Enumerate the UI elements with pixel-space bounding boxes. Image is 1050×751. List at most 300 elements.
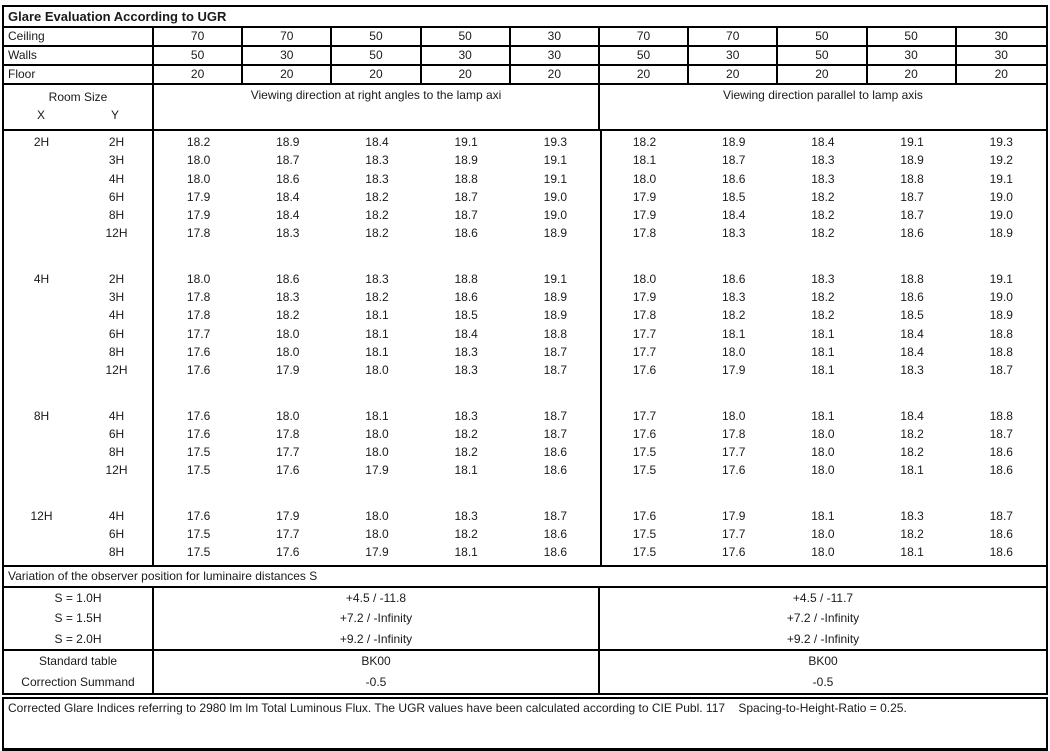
summary-row-label: Standard table xyxy=(4,651,154,672)
ugr-right-angles-value: 19.3 xyxy=(543,135,568,149)
room-y-value: 4H xyxy=(108,408,125,423)
ugr-parallel-value: 18.1 xyxy=(900,545,924,560)
room-y-value: 8H xyxy=(108,208,125,223)
ugr-parallel-value: 17.8 xyxy=(722,426,746,441)
ugr-parallel-value: 18.9 xyxy=(989,308,1013,323)
ugr-parallel-value: 18.2 xyxy=(722,308,746,323)
ugr-parallel-value: 17.6 xyxy=(632,426,657,441)
ugr-right-angles-value: 18.5 xyxy=(454,308,478,323)
reflectance-value-cell: 70 xyxy=(243,28,332,45)
room-y-value: 6H xyxy=(108,189,125,204)
reflectance-value-cell: 20 xyxy=(868,66,957,83)
ugr-right-angles-value: 18.0 xyxy=(186,171,211,186)
ugr-right-angles-value: 18.8 xyxy=(454,271,478,286)
reflectance-value-cell: 20 xyxy=(332,66,421,83)
ugr-right-angles-value: 17.7 xyxy=(186,326,211,341)
ugr-right-angles-value: 17.6 xyxy=(276,463,300,478)
ugr-parallel-value: 18.0 xyxy=(811,426,835,441)
ugr-right-angles-value: 18.2 xyxy=(365,189,389,204)
ugr-table-row xyxy=(4,288,1046,306)
ugr-parallel-value: 18.9 xyxy=(722,135,746,149)
ugr-data-area xyxy=(4,131,1046,567)
ugr-right-angles-value: 17.5 xyxy=(186,545,211,560)
ugr-parallel-value: 17.6 xyxy=(632,363,657,378)
ugr-parallel-value: 18.4 xyxy=(811,135,835,149)
ugr-right-angles-value: 17.7 xyxy=(276,445,300,460)
reflectance-value-cell: 20 xyxy=(689,66,778,83)
reflectance-value-cell: 70 xyxy=(689,28,778,45)
ugr-parallel-value: 18.2 xyxy=(900,445,924,460)
ugr-right-angles-value: 18.4 xyxy=(454,326,478,341)
ugr-parallel-value: 18.7 xyxy=(989,363,1013,378)
ugr-parallel-value: 18.2 xyxy=(811,189,835,204)
room-x-value xyxy=(4,425,79,443)
ugr-parallel-value: 17.7 xyxy=(632,326,657,341)
ugr-parallel-value: 18.5 xyxy=(900,308,924,323)
ugr-right-angles-value: 18.3 xyxy=(276,290,300,305)
ugr-right-angles-value: 18.7 xyxy=(543,363,568,378)
ugr-right-angles-value: 18.7 xyxy=(276,153,300,168)
ugr-parallel-value: 17.9 xyxy=(632,208,657,223)
room-x-value xyxy=(4,543,79,561)
ugr-parallel-value: 19.3 xyxy=(989,135,1013,149)
ugr-parallel-value: 18.6 xyxy=(989,463,1013,478)
ugr-parallel-value: 17.5 xyxy=(632,463,657,478)
reflectance-value-cell: 20 xyxy=(994,67,1008,81)
ugr-table-row xyxy=(4,443,1046,461)
reflectance-value-cell: 50 xyxy=(154,47,243,64)
group-divider xyxy=(600,131,602,565)
reflectance-value-cell: 20 xyxy=(778,66,867,83)
variation-parallel-value: +4.5 / -11.7 xyxy=(792,590,854,605)
ugr-right-angles-value: 18.7 xyxy=(543,344,568,359)
room-y-value: 4H xyxy=(108,508,125,523)
room-x-value xyxy=(4,443,79,461)
variation-row xyxy=(4,629,1046,650)
table-header-row xyxy=(4,85,1046,131)
variation-right-angles-value: +4.5 / -11.8 xyxy=(154,588,600,609)
ugr-parallel-value: 17.9 xyxy=(632,290,657,305)
ugr-parallel-value: 19.1 xyxy=(989,171,1013,186)
variation-row-label: S = 1.5H xyxy=(4,608,154,629)
reflectance-row xyxy=(4,28,1046,47)
ugr-table-row xyxy=(4,188,1046,206)
room-y-value: 4H xyxy=(108,171,125,186)
ugr-parallel-value: 18.2 xyxy=(811,308,835,323)
ugr-table-row xyxy=(4,133,1046,151)
room-x-value xyxy=(4,206,79,224)
reflectance-value-cell: 30 xyxy=(868,47,957,64)
ugr-parallel-value: 18.6 xyxy=(722,271,746,286)
ugr-right-angles-value: 18.6 xyxy=(543,545,568,560)
ugr-right-angles-value: 18.6 xyxy=(454,290,478,305)
ugr-right-angles-value: 19.1 xyxy=(543,271,568,286)
right-angles-group-header: Viewing direction at right angles to the lamp axi xyxy=(154,85,600,129)
ugr-parallel-value: 18.7 xyxy=(900,208,924,223)
ugr-parallel-value: 17.7 xyxy=(722,445,746,460)
ugr-right-angles-value: 18.4 xyxy=(276,208,300,223)
ugr-right-angles-value: 18.2 xyxy=(454,445,478,460)
reflectance-value-cell: 30 xyxy=(511,28,600,45)
ugr-right-angles-value: 18.0 xyxy=(276,408,300,423)
room-x-value xyxy=(4,224,79,242)
ugr-right-angles-value: 18.0 xyxy=(365,527,389,542)
ugr-parallel-value: 18.6 xyxy=(900,290,924,305)
ugr-parallel-value: 18.3 xyxy=(811,271,835,286)
ugr-table-row xyxy=(4,151,1046,169)
ugr-table-row xyxy=(4,325,1046,343)
ugr-parallel-value: 18.7 xyxy=(989,508,1013,523)
room-y-value: 3H xyxy=(108,153,125,168)
ugr-right-angles-value: 17.6 xyxy=(186,508,211,523)
ugr-parallel-value: 18.2 xyxy=(811,226,835,241)
ugr-parallel-value: 18.1 xyxy=(811,508,835,523)
ugr-table-row xyxy=(4,407,1046,425)
ugr-parallel-value: 18.4 xyxy=(900,408,924,423)
ugr-right-angles-value: 17.9 xyxy=(276,363,300,378)
ugr-parallel-value: 18.1 xyxy=(632,153,657,168)
reflectance-value-cell: 50 xyxy=(422,28,511,45)
ugr-parallel-value: 18.2 xyxy=(811,290,835,305)
ugr-table-row xyxy=(4,270,1046,288)
summary-row xyxy=(4,672,1046,693)
reflectance-value-cell: 50 xyxy=(332,28,421,45)
ugr-right-angles-value: 18.7 xyxy=(543,408,568,423)
ugr-right-angles-value: 18.7 xyxy=(454,189,478,204)
ugr-right-angles-value: 18.3 xyxy=(365,153,389,168)
ugr-parallel-value: 18.8 xyxy=(900,271,924,286)
ugr-right-angles-value: 19.1 xyxy=(454,135,478,149)
ugr-right-angles-value: 19.1 xyxy=(543,153,568,168)
ugr-right-angles-value: 18.3 xyxy=(365,271,389,286)
ugr-parallel-value: 18.3 xyxy=(811,171,835,186)
summary-right-angles-value: BK00 xyxy=(154,651,600,672)
ugr-right-angles-value: 18.1 xyxy=(365,408,389,423)
room-y-value: 8H xyxy=(108,445,125,460)
ugr-right-angles-value: 18.6 xyxy=(454,226,478,241)
ugr-right-angles-value: 18.0 xyxy=(365,445,389,460)
ugr-parallel-value: 17.8 xyxy=(632,226,657,241)
ugr-parallel-value: 17.9 xyxy=(722,508,746,523)
ugr-right-angles-value: 17.5 xyxy=(186,463,211,478)
ugr-right-angles-value: 17.9 xyxy=(276,508,300,523)
ugr-parallel-value: 19.2 xyxy=(989,153,1013,168)
ugr-right-angles-value: 18.9 xyxy=(543,226,568,241)
ugr-right-angles-value: 18.6 xyxy=(276,171,300,186)
ugr-parallel-value: 18.8 xyxy=(989,326,1013,341)
reflectance-value-cell: 20 xyxy=(600,66,689,83)
ugr-parallel-value: 18.0 xyxy=(722,344,746,359)
ugr-parallel-value: 18.7 xyxy=(722,153,746,168)
ugr-right-angles-value: 17.9 xyxy=(186,208,211,223)
parallel-group-header: Viewing direction parallel to lamp axis xyxy=(723,88,923,102)
ugr-parallel-value: 17.5 xyxy=(632,527,657,542)
ugr-right-angles-value: 18.3 xyxy=(276,226,300,241)
ugr-parallel-value: 17.6 xyxy=(722,545,746,560)
ugr-right-angles-value: 18.2 xyxy=(454,426,478,441)
x-axis-label: X xyxy=(36,108,45,122)
ugr-parallel-value: 18.3 xyxy=(722,226,746,241)
ugr-right-angles-value: 18.6 xyxy=(543,445,568,460)
ugr-right-angles-value: 18.0 xyxy=(365,426,389,441)
ugr-right-angles-value: 18.1 xyxy=(365,344,389,359)
ugr-parallel-value: 18.6 xyxy=(900,226,924,241)
variation-parallel-value: +9.2 / -Infinity xyxy=(786,631,860,646)
reflectance-value-cell: 30 xyxy=(994,29,1008,43)
ugr-right-angles-value: 17.5 xyxy=(186,527,211,542)
ugr-right-angles-value: 18.0 xyxy=(276,326,300,341)
ugr-right-angles-value: 18.3 xyxy=(454,508,478,523)
room-x-value: 12H xyxy=(30,508,53,523)
ugr-table-row xyxy=(4,425,1046,443)
ugr-right-angles-value: 18.9 xyxy=(276,135,300,149)
room-x-value xyxy=(4,151,79,169)
ugr-table-row xyxy=(4,224,1046,242)
variation-parallel-value: +7.2 / -Infinity xyxy=(786,611,860,626)
ugr-right-angles-value: 18.7 xyxy=(543,426,568,441)
ugr-right-angles-value: 18.7 xyxy=(454,208,478,223)
ugr-right-angles-value: 18.9 xyxy=(543,290,568,305)
ugr-table-row xyxy=(4,306,1046,324)
reflectance-value-cell: 20 xyxy=(511,66,600,83)
ugr-parallel-value: 18.3 xyxy=(811,153,835,168)
reflectance-value-cell: 70 xyxy=(600,28,689,45)
variation-right-angles-value: +9.2 / -Infinity xyxy=(154,629,600,650)
ugr-parallel-value: 18.0 xyxy=(811,463,835,478)
column-divider xyxy=(152,131,154,565)
ugr-parallel-value: 18.4 xyxy=(722,208,746,223)
ugr-parallel-value: 18.0 xyxy=(632,171,657,186)
ugr-right-angles-value: 18.8 xyxy=(454,171,478,186)
ugr-table-row xyxy=(4,361,1046,379)
ugr-right-angles-value: 18.6 xyxy=(543,527,568,542)
ugr-parallel-value: 18.8 xyxy=(989,344,1013,359)
variation-right-angles-value: +7.2 / -Infinity xyxy=(154,608,600,629)
reflectance-value-cell: 30 xyxy=(689,47,778,64)
ugr-right-angles-value: 17.5 xyxy=(186,445,211,460)
ugr-right-angles-value: 18.2 xyxy=(186,135,211,149)
ugr-right-angles-value: 18.1 xyxy=(454,545,478,560)
ugr-right-angles-value: 18.6 xyxy=(276,271,300,286)
ugr-right-angles-value: 18.6 xyxy=(543,463,568,478)
room-y-value: 12H xyxy=(105,226,128,241)
ugr-datasheet-page xyxy=(2,5,1048,751)
ugr-right-angles-value: 18.0 xyxy=(365,508,389,523)
reflectance-section xyxy=(4,28,1046,85)
variation-row xyxy=(4,608,1046,629)
block-spacer xyxy=(4,243,1046,270)
ugr-right-angles-value: 18.2 xyxy=(276,308,300,323)
reflectance-row-label: Ceiling xyxy=(4,28,154,45)
reflectance-value-cell: 30 xyxy=(511,47,600,64)
reflectance-row-label: Walls xyxy=(4,47,154,64)
ugr-parallel-value: 18.0 xyxy=(632,271,657,286)
ugr-right-angles-value: 18.2 xyxy=(365,226,389,241)
xy-header xyxy=(4,106,152,124)
ugr-right-angles-value: 18.3 xyxy=(454,344,478,359)
ugr-parallel-value: 18.7 xyxy=(900,189,924,204)
ugr-parallel-value: 17.9 xyxy=(632,189,657,204)
ugr-table-row xyxy=(4,170,1046,188)
room-y-value: 4H xyxy=(108,308,125,323)
summary-section xyxy=(4,651,1046,693)
page-title: Glare Evaluation According to UGR xyxy=(4,7,1046,28)
ugr-parallel-value: 18.2 xyxy=(632,135,657,149)
block-spacer xyxy=(4,480,1046,507)
ugr-table-row xyxy=(4,343,1046,361)
reflectance-row xyxy=(4,47,1046,66)
reflectance-value-cell: 20 xyxy=(243,66,332,83)
summary-row xyxy=(4,651,1046,672)
ugr-parallel-value: 19.0 xyxy=(989,208,1013,223)
variation-section xyxy=(4,588,1046,652)
ugr-right-angles-value: 18.0 xyxy=(276,344,300,359)
ugr-table xyxy=(2,5,1048,695)
ugr-parallel-value: 18.1 xyxy=(811,326,835,341)
ugr-table-row xyxy=(4,525,1046,543)
ugr-right-angles-value: 18.1 xyxy=(365,308,389,323)
room-y-value: 12H xyxy=(105,463,128,478)
room-y-value: 3H xyxy=(108,290,125,305)
ugr-parallel-value: 18.8 xyxy=(989,408,1013,423)
room-y-value: 8H xyxy=(108,545,125,560)
ugr-right-angles-value: 17.9 xyxy=(365,545,389,560)
ugr-parallel-value: 17.9 xyxy=(722,363,746,378)
ugr-right-angles-value: 18.1 xyxy=(454,463,478,478)
reflectance-row-label: Floor xyxy=(4,66,154,83)
ugr-parallel-value: 17.8 xyxy=(632,308,657,323)
room-x-value: 8H xyxy=(33,408,50,423)
ugr-parallel-value: 18.5 xyxy=(722,189,746,204)
room-x-value xyxy=(4,188,79,206)
ugr-parallel-value: 18.1 xyxy=(811,344,835,359)
ugr-parallel-value: 18.9 xyxy=(989,226,1013,241)
ugr-parallel-value: 18.0 xyxy=(811,445,835,460)
variation-row xyxy=(4,588,1046,609)
ugr-right-angles-value: 17.8 xyxy=(186,226,211,241)
room-x-value: 2H xyxy=(33,135,50,149)
ugr-right-angles-value: 17.9 xyxy=(365,463,389,478)
reflectance-value-cell: 50 xyxy=(778,28,867,45)
ugr-parallel-value: 18.2 xyxy=(900,527,924,542)
ugr-parallel-value: 19.1 xyxy=(900,135,924,149)
ugr-parallel-value: 17.7 xyxy=(722,527,746,542)
ugr-parallel-value: 18.0 xyxy=(722,408,746,423)
ugr-right-angles-value: 17.8 xyxy=(186,308,211,323)
ugr-parallel-value: 18.3 xyxy=(900,363,924,378)
room-x-value xyxy=(4,170,79,188)
ugr-parallel-value: 18.4 xyxy=(900,344,924,359)
ugr-parallel-value: 17.5 xyxy=(632,545,657,560)
room-x-value xyxy=(4,461,79,479)
ugr-right-angles-value: 17.6 xyxy=(186,408,211,423)
ugr-parallel-value: 18.6 xyxy=(989,545,1013,560)
reflectance-value-cell: 70 xyxy=(154,28,243,45)
ugr-table-row xyxy=(4,507,1046,525)
ugr-parallel-value: 18.9 xyxy=(900,153,924,168)
room-x-value: 4H xyxy=(33,271,50,286)
room-y-value: 6H xyxy=(108,326,125,341)
reflectance-value-cell: 30 xyxy=(243,47,332,64)
reflectance-value-cell: 50 xyxy=(600,47,689,64)
ugr-right-angles-value: 17.7 xyxy=(276,527,300,542)
room-x-value xyxy=(4,361,79,379)
ugr-parallel-value: 18.3 xyxy=(900,508,924,523)
ugr-right-angles-value: 18.9 xyxy=(454,153,478,168)
ugr-right-angles-value: 18.0 xyxy=(186,271,211,286)
room-y-value: 6H xyxy=(108,426,125,441)
ugr-right-angles-value: 19.0 xyxy=(543,208,568,223)
variation-section-title: Variation of the observer position for luminaire distances S xyxy=(4,567,1046,588)
ugr-parallel-value: 18.1 xyxy=(811,363,835,378)
ugr-right-angles-value: 18.8 xyxy=(543,326,568,341)
ugr-parallel-value: 18.6 xyxy=(722,171,746,186)
ugr-parallel-value: 17.5 xyxy=(632,445,657,460)
summary-parallel-value: BK00 xyxy=(808,654,838,669)
ugr-right-angles-value: 18.2 xyxy=(454,527,478,542)
ugr-right-angles-value: 17.8 xyxy=(186,290,211,305)
ugr-right-angles-value: 18.3 xyxy=(454,408,478,423)
ugr-right-angles-value: 19.0 xyxy=(543,189,568,204)
summary-row-label: Correction Summand xyxy=(4,672,154,693)
summary-parallel-value: -0.5 xyxy=(812,675,834,690)
ugr-right-angles-value: 17.8 xyxy=(276,426,300,441)
reflectance-value-cell: 30 xyxy=(994,48,1008,62)
ugr-parallel-value: 18.2 xyxy=(811,208,835,223)
ugr-right-angles-value: 17.6 xyxy=(186,363,211,378)
variation-row-label: S = 1.0H xyxy=(4,588,154,609)
room-x-value xyxy=(4,525,79,543)
ugr-table-row xyxy=(4,461,1046,479)
ugr-table-row xyxy=(4,206,1046,224)
ugr-right-angles-value: 18.2 xyxy=(365,208,389,223)
ugr-right-angles-value: 17.6 xyxy=(186,426,211,441)
room-x-value xyxy=(4,306,79,324)
ugr-parallel-value: 17.7 xyxy=(632,344,657,359)
footer-note: Corrected Glare Indices referring to 2980 lm lm Total Luminous Flux. The UGR values have been calculated according to CIE Publ. 117 Spacing-to-Height-Ratio = 0.25. xyxy=(2,697,1048,751)
room-y-value: 12H xyxy=(105,363,128,378)
ugr-parallel-value: 18.1 xyxy=(900,463,924,478)
ugr-parallel-value: 19.1 xyxy=(989,271,1013,286)
room-y-value: 6H xyxy=(108,527,125,542)
ugr-right-angles-value: 18.7 xyxy=(543,508,568,523)
ugr-right-angles-value: 18.3 xyxy=(365,171,389,186)
ugr-parallel-value: 18.0 xyxy=(811,527,835,542)
ugr-parallel-value: 17.6 xyxy=(722,463,746,478)
ugr-right-angles-value: 18.2 xyxy=(365,290,389,305)
reflectance-value-cell: 20 xyxy=(154,66,243,83)
ugr-table-row xyxy=(4,543,1046,561)
ugr-right-angles-value: 18.0 xyxy=(365,363,389,378)
ugr-right-angles-value: 17.6 xyxy=(186,344,211,359)
reflectance-value-cell: 50 xyxy=(332,47,421,64)
ugr-parallel-value: 18.7 xyxy=(989,426,1013,441)
room-y-value: 8H xyxy=(108,344,125,359)
room-y-value: 2H xyxy=(108,271,125,286)
ugr-parallel-value: 18.1 xyxy=(722,326,746,341)
reflectance-value-cell: 50 xyxy=(868,28,957,45)
reflectance-value-cell: 20 xyxy=(422,66,511,83)
ugr-parallel-value: 18.2 xyxy=(900,426,924,441)
variation-row-label: S = 2.0H xyxy=(4,629,154,650)
ugr-parallel-value: 18.0 xyxy=(811,545,835,560)
room-size-label: Room Size xyxy=(48,90,108,104)
ugr-right-angles-value: 18.0 xyxy=(186,153,211,168)
block-spacer xyxy=(4,380,1046,407)
ugr-data-rows xyxy=(4,133,1046,562)
ugr-right-angles-value: 18.4 xyxy=(276,189,300,204)
reflectance-value-cell: 30 xyxy=(422,47,511,64)
